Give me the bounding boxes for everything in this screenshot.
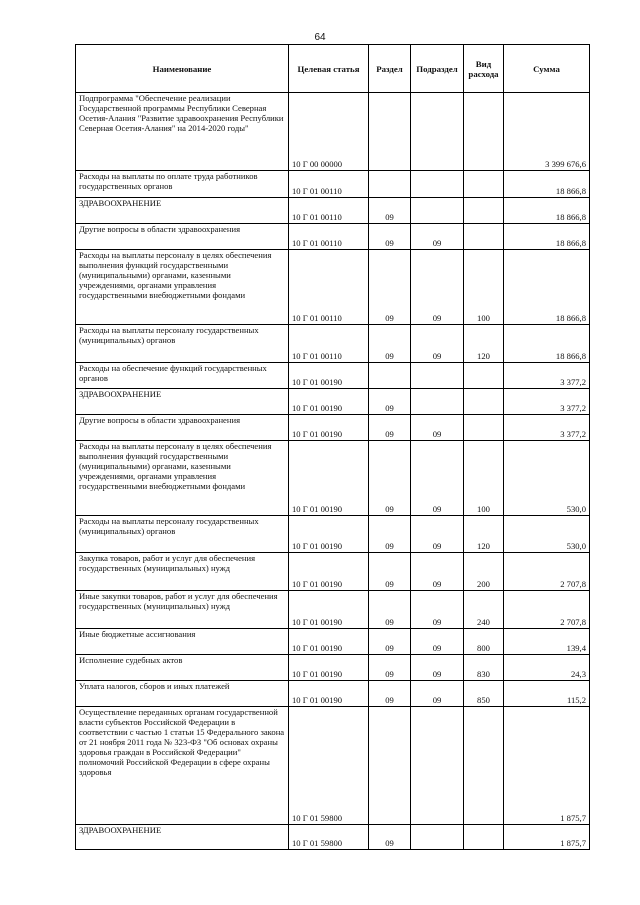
row-kind: 200 bbox=[464, 553, 504, 591]
table-row bbox=[76, 415, 590, 441]
row-sum: 1 875,7 bbox=[504, 825, 590, 850]
row-target: 10 Г 01 00190 bbox=[289, 415, 369, 441]
row-kind bbox=[464, 171, 504, 198]
row-section: 09 bbox=[369, 224, 411, 250]
page-number: 64 bbox=[314, 32, 326, 43]
row-target: 10 Г 01 00190 bbox=[289, 655, 369, 681]
row-sum: 18 866,8 bbox=[504, 171, 590, 198]
row-subsection: 09 bbox=[411, 325, 464, 363]
row-target: 10 Г 00 00000 bbox=[289, 93, 369, 171]
row-name: Расходы на обеспечение функций государственных органов bbox=[76, 363, 289, 389]
row-target: 10 Г 01 00190 bbox=[289, 629, 369, 655]
column-header-sum: Сумма bbox=[504, 45, 590, 93]
row-subsection: 09 bbox=[411, 591, 464, 629]
row-section: 09 bbox=[369, 415, 411, 441]
table-row bbox=[76, 441, 590, 516]
row-section: 09 bbox=[369, 629, 411, 655]
row-name: Уплата налогов, сборов и иных платежей bbox=[76, 681, 289, 707]
table-row bbox=[76, 629, 590, 655]
row-target: 10 Г 01 00190 bbox=[289, 553, 369, 591]
row-subsection bbox=[411, 825, 464, 850]
row-kind bbox=[464, 707, 504, 825]
row-kind: 100 bbox=[464, 441, 504, 516]
row-subsection: 09 bbox=[411, 655, 464, 681]
row-sum: 18 866,8 bbox=[504, 325, 590, 363]
row-sum: 2 707,8 bbox=[504, 591, 590, 629]
row-kind: 850 bbox=[464, 681, 504, 707]
row-section: 09 bbox=[369, 325, 411, 363]
row-target: 10 Г 01 00190 bbox=[289, 591, 369, 629]
row-section bbox=[369, 707, 411, 825]
table-row bbox=[76, 198, 590, 224]
row-target: 10 Г 01 00190 bbox=[289, 681, 369, 707]
row-sum: 3 377,2 bbox=[504, 389, 590, 415]
table-row bbox=[76, 516, 590, 553]
row-sum: 530,0 bbox=[504, 516, 590, 553]
row-section bbox=[369, 171, 411, 198]
table-row bbox=[76, 707, 590, 825]
row-sum: 530,0 bbox=[504, 441, 590, 516]
row-target: 10 Г 01 00110 bbox=[289, 171, 369, 198]
row-section bbox=[369, 363, 411, 389]
row-name: Осуществление переданных органам государственной власти субъектов Российской Федерации в соответствии с частью 1 статьи 15 Федерального закона от 21 ноября 2011 года № 323-ФЗ "Об основах охраны здоровья граждан в Российской Федерации" полномочий Российской Федерации в сфере охраны здоровья bbox=[76, 707, 289, 825]
row-section: 09 bbox=[369, 825, 411, 850]
row-name: ЗДРАВООХРАНЕНИЕ bbox=[76, 825, 289, 850]
row-subsection: 09 bbox=[411, 516, 464, 553]
row-sum: 115,2 bbox=[504, 681, 590, 707]
row-subsection: 09 bbox=[411, 629, 464, 655]
row-sum: 139,4 bbox=[504, 629, 590, 655]
row-name: Расходы на выплаты персоналу в целях обеспечения выполнения функций государственными (муниципальными) органами, казенными учреждениями, органами управления государственными внебюджетными фондами bbox=[76, 250, 289, 325]
row-subsection bbox=[411, 171, 464, 198]
budget-table bbox=[75, 44, 590, 850]
row-kind bbox=[464, 825, 504, 850]
column-header-target: Целевая статья bbox=[289, 45, 369, 93]
row-subsection bbox=[411, 389, 464, 415]
row-target: 10 Г 01 00110 bbox=[289, 224, 369, 250]
row-sum: 3 377,2 bbox=[504, 363, 590, 389]
column-header-kind: Вид расхода bbox=[464, 45, 504, 93]
row-section bbox=[369, 93, 411, 171]
row-subsection: 09 bbox=[411, 415, 464, 441]
row-kind: 120 bbox=[464, 516, 504, 553]
row-subsection: 09 bbox=[411, 250, 464, 325]
table-row bbox=[76, 825, 590, 850]
row-subsection bbox=[411, 363, 464, 389]
row-section: 09 bbox=[369, 553, 411, 591]
row-subsection: 09 bbox=[411, 441, 464, 516]
table-row bbox=[76, 250, 590, 325]
row-kind bbox=[464, 224, 504, 250]
row-target: 10 Г 01 00190 bbox=[289, 516, 369, 553]
row-subsection: 09 bbox=[411, 681, 464, 707]
row-section: 09 bbox=[369, 198, 411, 224]
row-name: ЗДРАВООХРАНЕНИЕ bbox=[76, 198, 289, 224]
row-kind: 100 bbox=[464, 250, 504, 325]
row-section: 09 bbox=[369, 389, 411, 415]
table-row bbox=[76, 93, 590, 171]
row-sum: 2 707,8 bbox=[504, 553, 590, 591]
row-subsection: 09 bbox=[411, 224, 464, 250]
table-row bbox=[76, 681, 590, 707]
row-target: 10 Г 01 00190 bbox=[289, 441, 369, 516]
row-sum: 18 866,8 bbox=[504, 224, 590, 250]
row-kind: 830 bbox=[464, 655, 504, 681]
row-subsection bbox=[411, 198, 464, 224]
row-target: 10 Г 01 00110 bbox=[289, 250, 369, 325]
row-sum: 3 377,2 bbox=[504, 415, 590, 441]
row-kind: 240 bbox=[464, 591, 504, 629]
row-target: 10 Г 01 00110 bbox=[289, 325, 369, 363]
row-kind bbox=[464, 389, 504, 415]
row-name: Иные бюджетные ассигнования bbox=[76, 629, 289, 655]
row-target: 10 Г 01 59800 bbox=[289, 825, 369, 850]
row-kind bbox=[464, 93, 504, 171]
row-sum: 18 866,8 bbox=[504, 198, 590, 224]
column-header-name: Наименование bbox=[76, 45, 289, 93]
table-row bbox=[76, 325, 590, 363]
row-name: Другие вопросы в области здравоохранения bbox=[76, 415, 289, 441]
table-row bbox=[76, 591, 590, 629]
row-name: Другие вопросы в области здравоохранения bbox=[76, 224, 289, 250]
table-row bbox=[76, 655, 590, 681]
table-row bbox=[76, 389, 590, 415]
row-sum: 3 399 676,6 bbox=[504, 93, 590, 171]
row-name: ЗДРАВООХРАНЕНИЕ bbox=[76, 389, 289, 415]
row-kind bbox=[464, 198, 504, 224]
table-row bbox=[76, 224, 590, 250]
row-kind: 800 bbox=[464, 629, 504, 655]
row-kind: 120 bbox=[464, 325, 504, 363]
row-sum: 1 875,7 bbox=[504, 707, 590, 825]
table-row bbox=[76, 363, 590, 389]
row-target: 10 Г 01 00110 bbox=[289, 198, 369, 224]
row-sum: 24,3 bbox=[504, 655, 590, 681]
row-subsection bbox=[411, 707, 464, 825]
row-name: Подпрограмма "Обеспечение реализации Государственной программы Республики Северная Осетия-Алания "Развитие здравоохранения Республики Северная Осетия-Алания" на 2014-2020 годы" bbox=[76, 93, 289, 171]
row-section: 09 bbox=[369, 655, 411, 681]
row-name: Расходы на выплаты персоналу в целях обеспечения выполнения функций государственными (муниципальными) органами, казенными учреждениями, органами управления государственными внебюджетными фондами bbox=[76, 441, 289, 516]
row-sum: 18 866,8 bbox=[504, 250, 590, 325]
row-subsection: 09 bbox=[411, 553, 464, 591]
row-name: Иные закупки товаров, работ и услуг для обеспечения государственных (муниципальных) нужд bbox=[76, 591, 289, 629]
row-kind bbox=[464, 363, 504, 389]
row-subsection bbox=[411, 93, 464, 171]
row-section: 09 bbox=[369, 591, 411, 629]
row-name: Исполнение судебных актов bbox=[76, 655, 289, 681]
column-header-subsection: Подраздел bbox=[411, 45, 464, 93]
row-section: 09 bbox=[369, 250, 411, 325]
table-header-row bbox=[76, 45, 590, 93]
table-row bbox=[76, 171, 590, 198]
row-target: 10 Г 01 59800 bbox=[289, 707, 369, 825]
row-name: Расходы на выплаты персоналу государственных (муниципальных) органов bbox=[76, 325, 289, 363]
row-name: Закупка товаров, работ и услуг для обеспечения государственных (муниципальных) нужд bbox=[76, 553, 289, 591]
row-kind bbox=[464, 415, 504, 441]
row-target: 10 Г 01 00190 bbox=[289, 389, 369, 415]
row-section: 09 bbox=[369, 441, 411, 516]
table-row bbox=[76, 553, 590, 591]
row-section: 09 bbox=[369, 516, 411, 553]
column-header-section: Раздел bbox=[369, 45, 411, 93]
row-target: 10 Г 01 00190 bbox=[289, 363, 369, 389]
row-name: Расходы на выплаты по оплате труда работников государственных органов bbox=[76, 171, 289, 198]
row-section: 09 bbox=[369, 681, 411, 707]
row-name: Расходы на выплаты персоналу государственных (муниципальных) органов bbox=[76, 516, 289, 553]
